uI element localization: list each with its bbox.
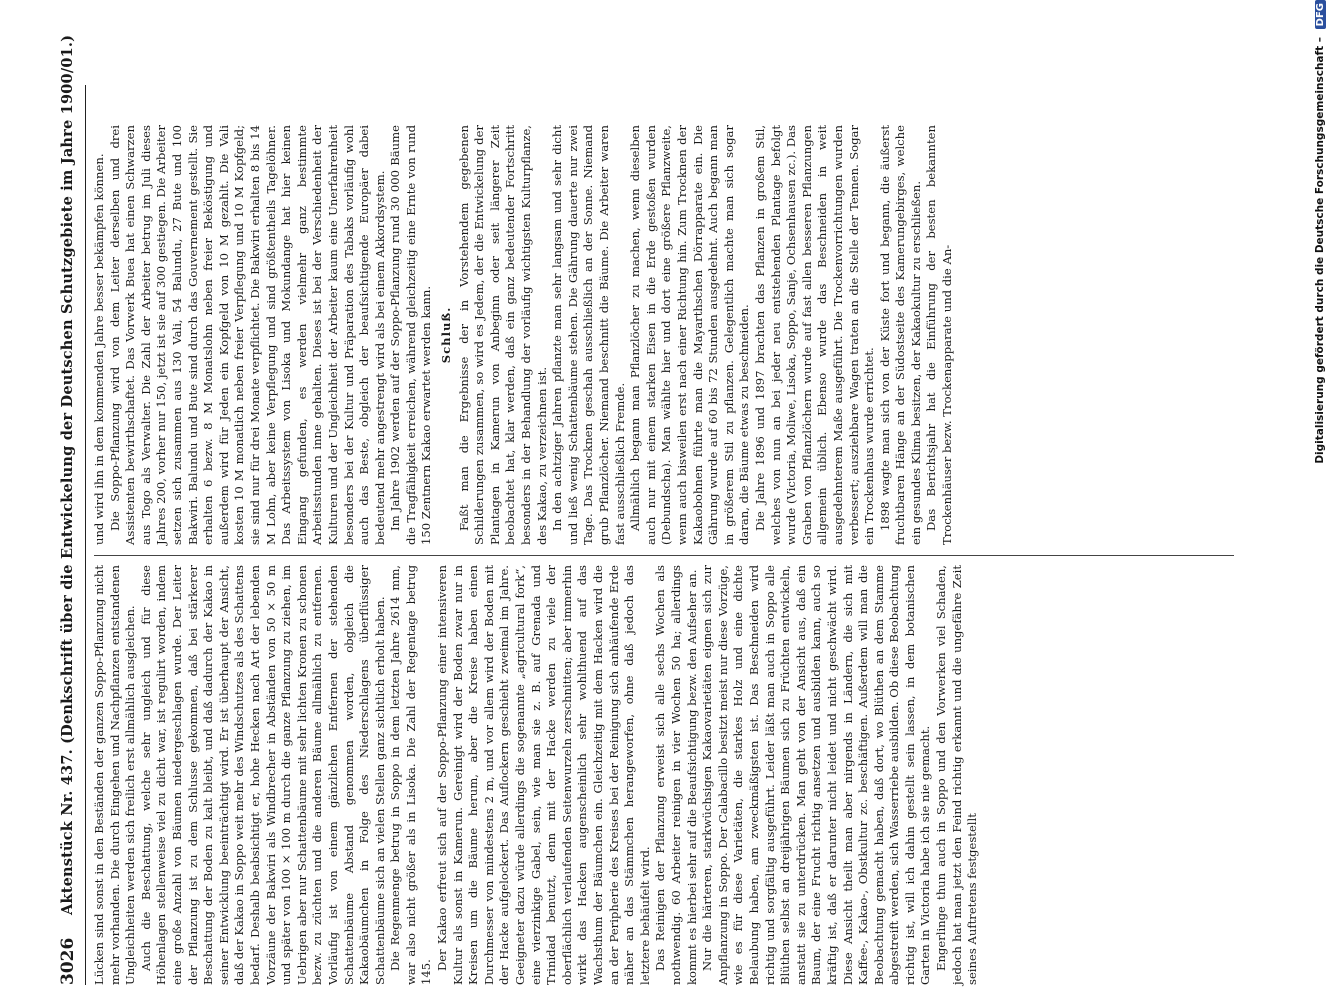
paragraph: Faßt man die Ergebnisse der in Vorstehendem gegebenen Schilderungen zusammen, so wird es Jedem, der die Entwickelung der Plantagen in Kamerun von Anbeginn oder seit längerer Zeit beobachtet hat, klar werden, daß ein ganz bedeutender Fortschritt besonders in der Behandlung der vorläufig wichtigsten Kulturpflanze, des Kakao, zu verzeichnen ist. — [456, 125, 549, 545]
paragraph: In den achtziger Jahren pflanzte man sehr langsam und sehr dicht und ließ wenig Schattenbäume stehen. Die Gährung dauerte nur zwei Tage. Das Trocknen geschah ausschließlich an der Sonne. Niemand grub Pflanzlöcher. Niemand beschnitt die Bäume. Die Arbeiter waren fast ausschließlich Fremde. — [550, 125, 627, 545]
header-rule — [85, 85, 86, 985]
paragraph: Allmählich begann man Pflanzlöcher zu machen, wenn dieselben auch nur mit einem starken Eisen in die Erde gestoßen wurden (Debundscha). Man wählte hier und dort eine größere Pflanzweite, wenn auch bisweilen erst nach einer Richtung hin. Zum Trocknen der Kakaobohnen führte man die Mayarthschen Dörrapparate ein. Die Gährung wurde auf 60 bis 72 Stunden ausgedehnt. Auch begann man in größerem Stil zu pflanzen. Gelegentlich machte man sich sogar daran, die Bäume etwas zu beschneiden. — [628, 125, 752, 545]
left-column — [92, 565, 1242, 985]
paragraph: Nur die härteren, starkwüchsigen Kakaovarietäten eignen sich zur Anpflanzung in Soppo. Der Calabacillo besitzt meist nur diese Vorzüge, wie es für diese Varietäten, die starkes Holz und eine dichte Belaubung haben, am zweckmäßigsten ist. Das Beschneiden wird richtig und sorgfältig ausgeführt. Leider läßt man auch in Soppo alle Blüthen selbst an dreijährigen Bäumen sich zu Früchten entwickeln, anstatt sie zu unterdrücken. Man geht von der Ansicht aus, daß ein Baum, der eine Frucht richtig ansetzen und ausbilden kann, auch so kräftig ist, daß er darunter nicht leidet und nicht geschwächt wird. Diese Ansicht theilt man aber nirgends in Ländern, die sich mit Kaffee-, Kakao-, Obstkultur zc. beschäftigen. Außerdem will man die Beobachtung gemacht haben, daß dort, wo Blüthen an dem Stamme abgestreift werden, sich Wasserriebe ausbilden. Ob diese Beobachtung richtig ist, will ich dahin gestellt sein lassen, in dem botanischen Garten in Victoria habe ich sie nie gemacht. — [700, 565, 933, 985]
rotated-page — [54, 34, 1244, 985]
paragraph: Engerlinge thun auch in Soppo und den Vorwerken viel Schaden, jedoch hat man jetzt den Feind richtig erkannt und die ungefähre Zeit seines Auftretens festgestellt — [934, 565, 980, 985]
paragraph: Der Kakao erfreut sich auf der Soppo-Pflanzung einer intensiveren Kultur als sonst in Kamerun. Gereinigt wird der Boden zwar nur in Kreisen um die Bäume herum, aber die Kreise haben einen Durchmesser von mindestens 2 m, und vor allem wird der Boden mit der Hacke aufgelockert. Das Auflockern geschieht zweimal im Jahre. Geeigneter dazu würde allerdings die sogenannte „agricultural fork“, eine vierzinkige Gabel, sein, wie man sie z. B. auf Grenada und Trinidad benutzt, denn mit der Hacke werden zu viele der oberflächlich verlaufenden Seitenwurzeln zerschnitten; aber immerhin wirkt das Hacken augenscheinlich sehr wohlthuend auf das Wachsthum der Bäumchen ein. Gleichzeitig mit dem Hacken wird die an der Peripherie des Kreises bei der Reinigung sich anhäufende Erde näher an das Stämmchen herangeworfen, ohne daß jedoch das letztere behäufelt wird. — [435, 565, 652, 985]
paragraph: 1898 wagte man sich von der Küste fort und begann, die äußerst fruchtbaren Hänge an der Südostseite des Kamerungebirges, welche ein gesundes Klima besitzen, der Kakaokultur zu erschließen. — [877, 125, 923, 545]
paragraph: Die Soppo-Pflanzung wird von dem Leiter derselben und drei Assistenten bewirthschaftet. Das Vorwerk Buea hat einen Schwarzen aus Togo als Verwalter. Die Zahl der Arbeiter betrug im Juli dieses Jahres 200, vorher nur 150, jetzt ist sie auf 300 gestiegen. Die Arbeiter setzen sich zusammen aus 130 Vali, 54 Balundu, 27 Bute und 100 Bakwiri. Balundu und Bute sind durch das Gouvernement gestellt. Sie erhalten 6 bezw. 8 M Monatslohn neben freier Beköstigung und außerdem wird für Jeden ein Kopfgeld von 10 M gezahlt. Die Vali kosten 10 M monatlich neben freier Verpflegung und 10 M Kopfgeld; sie sind nur für drei Monate verpflichtet. Die Bakwiri erhalten 8 bis 14 M Lohn, aber keine Verpflegung und sind größtentheils Tagelöhner. Das Arbeitssystem von Lisoka und Mokundange hat hier keinen Eingang gefunden, es werden vielmehr ganz bestimmte Arbeitsstunden inne gehalten. Dieses ist bei der Verschiedenheit der Kulturen und der Ungleichheit der Arbeiter kaum eine Unerfahrenheit besonders bei der Kultur und Präparation des Tabaks vorläufig wohl auch das Beste, obgleich der beaufsichtigende Europäer dabei bedeutend mehr angestrengt wird als bei einem Akkordsystem. — [107, 125, 387, 545]
section-heading: Schluß. — [439, 306, 454, 364]
digitization-text: Digitalisierung gefördert durch die Deutsche Forschungsgemeinschaft – — [1314, 37, 1326, 464]
paragraph: und wird ihn in dem kommenden Jahre besser bekämpfen können. — [92, 153, 106, 545]
column-divider — [94, 555, 1234, 556]
right-column — [92, 125, 1242, 545]
paragraph: Auch die Beschattung, welche sehr ungleich und für diese Höhenlagen stellenweise viel zu dicht war, ist regulirt worden, indem eine große Anzahl von Bäumen niedergeschlagen wurde. Der Leiter der Pflanzung ist zu dem Schlusse gekommen, daß bei stärkerer Beschattung der Boden zu kalt bleibt, und daß dadurch der Kakao in seiner Entwicklung beeinträchtigt wird. Er ist überhaupt der Ansicht, daß der Kakao in Soppo weit mehr des Windschutzes als des Schattens bedarf. Deshalb beabsichtigt er, hohe Hecken nach Art der lebenden Vorzäune der Bakwiri als Windbrecher in Abständen von 50 × 50 m und später von 100 × 100 m durch die ganze Pflanzung zu ziehen, im Uebrigen aber nur Schattenbäume mit sehr lichten Kronen zu schonen bezw. zu züchten und die anderen Bäume allmählich zu entfernen. Vorläufig ist von einem gänzlichen Entfernen der stehenden Schattenbäume Abstand genommen worden, obgleich die Kakaobäumchen in Folge des Niederschlagens überflüssiger Schattenbäume sich an vielen Stellen ganz sichtlich erholt haben. — [138, 565, 387, 985]
paragraph: Im Jahre 1902 werden auf der Soppo-Pflanzung rund 30 000 Bäume die Tragfähigkeit erreichen, während gleichzeitig eine Ernte von rund 150 Zentnern Kakao erwartet werden kann. — [388, 125, 434, 545]
paragraph: Das Reinigen der Pflanzung erweist sich alle sechs Wochen als nothwendig. 60 Arbeiter reinigen in vier Wochen 50 ha; allerdings kommt es hierbei sehr auf die Beaufsichtigung bezw. den Aufseher an. — [653, 565, 699, 985]
page-number: 3026 — [58, 937, 78, 985]
paragraph: Lücken sind sonst in den Beständen der ganzen Soppo-Pflanzung nicht mehr vorhanden. Die durch Eingehen und Nachpflanzen entstandenen Ungleichheiten werden sich freilich erst allmählich ausgleichen. — [92, 565, 138, 985]
paragraph: Die Regenmenge betrug in Soppo in dem letzten Jahre 2614 mm, war also nicht größer als in Lisoka. Die Zahl der Regentage betrug 145. — [388, 565, 434, 985]
dfg-logo: DFG — [1315, 0, 1326, 29]
digitization-note — [1314, 0, 1334, 990]
paragraph: Die Jahre 1896 und 1897 brachten das Pflanzen in großem Stil, welches von nun an bei jeder neu entstehenden Plantage befolgt wurde (Victoria, Moliwe, Lisoka, Soppo, Sanje, Ochsenhausen zc.). Das Graben von Pflanzlöchern wurde auf fast allen besseren Pflanzungen allgemein üblich. Ebenso wurde das Beschneiden in weit ausgedehnterem Maße ausgeführt. Die Trockenvorrichtungen wurden verbessert; ausziehbare Wagen traten an die Stelle der Tennen. Sogar ein Trockenhaus wurde errichtet. — [752, 125, 877, 545]
paragraph: Das Berichtsjahr hat die Einführung der besten bekannten Trockenhäuser bezw. Trockenapparate und die An- — [924, 125, 955, 545]
page-header — [54, 34, 84, 985]
page-title: Aktenstück Nr. 437. (Denkschrift über die Entwickelung der Deutschen Schutzgebiete im Jahre 1900/01.) — [59, 34, 76, 915]
